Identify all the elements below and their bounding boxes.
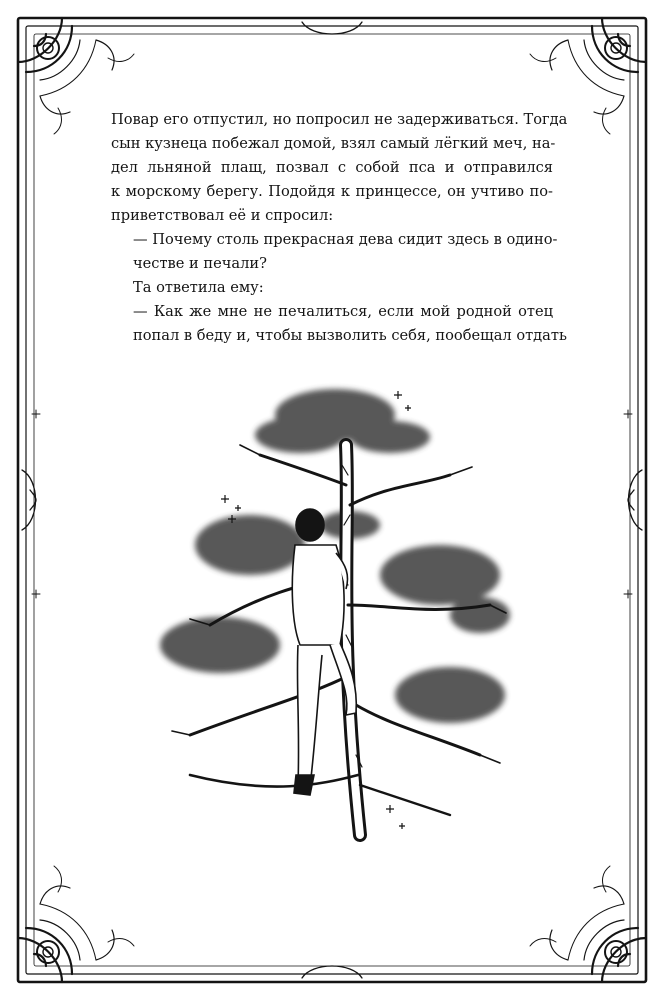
text-line: Повар его отпустил, но попросил не задерживаться. Тогда <box>111 111 568 128</box>
text-line: приветствовал её и спросил: <box>111 207 334 224</box>
text-line: Та ответила ему: <box>133 279 264 296</box>
text-line: попал в беду и, чтобы вызволить себя, пообещал отдать <box>133 327 567 344</box>
text-line: к морскому берегу. Подойдя к принцессе, он учтиво по- <box>111 183 553 200</box>
body-text <box>111 108 568 348</box>
tree-climber-illustration <box>150 375 520 845</box>
text-line: честве и печали? <box>133 255 267 272</box>
text-line: — Как же мне не печалиться, если мой родной отец <box>133 303 553 320</box>
paragraph <box>111 108 568 228</box>
paragraph <box>111 228 558 276</box>
text-line: дел льняной плащ, позвал с собой пса и отправился <box>111 159 553 176</box>
text-line: — Почему столь прекрасная дева сидит здесь в одино- <box>133 231 558 248</box>
paragraph <box>111 276 553 300</box>
text-line: сын кузнеца побежал домой, взял самый лёгкий меч, на- <box>111 135 556 152</box>
paragraph <box>111 300 567 348</box>
